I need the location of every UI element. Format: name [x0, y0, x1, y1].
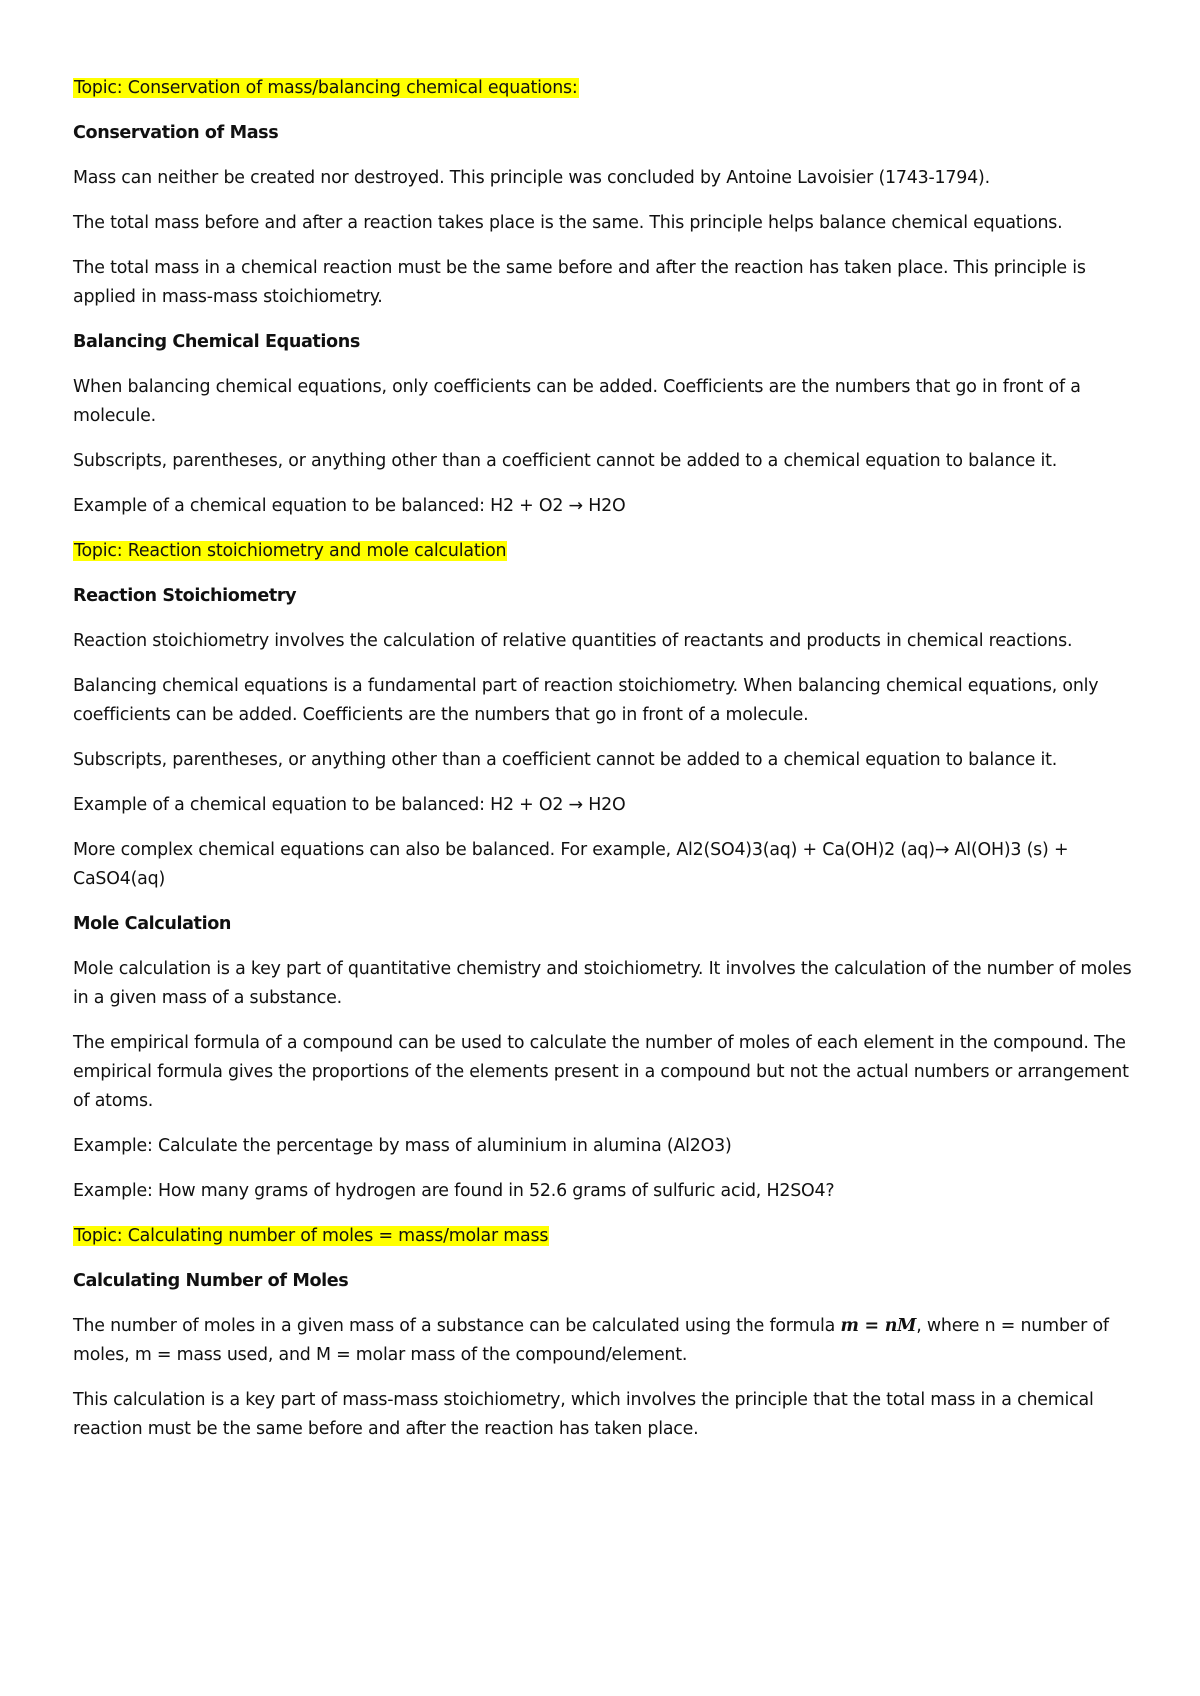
paragraph: Example of a chemical equation to be balanced: H2 + O2 → H2O [73, 496, 626, 516]
paragraph: Example of a chemical equation to be balanced: H2 + O2 → H2O [73, 795, 626, 815]
formula: m = nM [840, 1316, 917, 1336]
paragraph: Reaction stoichiometry involves the calculation of relative quantities of reactants and products in chemical reactions. [73, 631, 1073, 651]
document-body [73, 74, 1135, 1460]
paragraph: This calculation is a key part of mass-mass stoichiometry, which involves the principle that the total mass in a chemical reaction must be the same before and after the reaction has taken place. [73, 1390, 1094, 1439]
paragraph: Mole calculation is a key part of quantitative chemistry and stoichiometry. It involves the calculation of the number of moles in a given mass of a substance. [73, 959, 1132, 1008]
topic-highlight: Topic: Conservation of mass/balancing chemical equations: [74, 78, 578, 98]
paragraph: The empirical formula of a compound can be used to calculate the number of moles of each element in the compound. The empirical formula gives the proportions of the elements present in a compound but not the actual numbers or arrangement of atoms. [73, 1033, 1129, 1111]
paragraph: Subscripts, parentheses, or anything other than a coefficient cannot be added to a chemical equation to balance it. [73, 451, 1058, 471]
paragraph: Subscripts, parentheses, or anything other than a coefficient cannot be added to a chemical equation to balance it. [73, 750, 1058, 770]
paragraph: The total mass before and after a reaction takes place is the same. This principle helps balance chemical equations. [73, 213, 1063, 233]
topic-line [73, 74, 1135, 103]
topic-highlight: Topic: Reaction stoichiometry and mole calculation [74, 541, 507, 561]
paragraph: Balancing chemical equations is a fundamental part of reaction stoichiometry. When balancing chemical equations, only coefficients can be added. Coefficients are the numbers that go in front of a molecule. [73, 676, 1099, 725]
paragraph: More complex chemical equations can also be balanced. For example, Al2(SO4)3(aq) + Ca(OH)2 (aq)→ Al(OH)3 (s) + CaSO4(aq) [73, 840, 1069, 889]
section-heading: Mole Calculation [73, 914, 232, 934]
section-heading: Reaction Stoichiometry [73, 586, 297, 606]
topic-highlight: Topic: Calculating number of moles = mass/molar mass [74, 1226, 549, 1246]
topic-line [73, 537, 1135, 566]
paragraph: The total mass in a chemical reaction must be the same before and after the reaction has taken place. This principle is applied in mass-mass stoichiometry. [73, 258, 1086, 307]
paragraph: Mass can neither be created nor destroyed. This principle was concluded by Antoine Lavoisier (1743-1794). [73, 168, 990, 188]
text-segment: The number of moles in a given mass of a substance can be calculated using the formula [73, 1316, 841, 1336]
section-heading: Conservation of Mass [73, 123, 279, 143]
paragraph: Example: How many grams of hydrogen are found in 52.6 grams of sulfuric acid, H2SO4? [73, 1181, 835, 1201]
topic-line [73, 1222, 1135, 1251]
paragraph: Example: Calculate the percentage by mass of aluminium in alumina (Al2O3) [73, 1136, 732, 1156]
section-heading: Calculating Number of Moles [73, 1271, 349, 1291]
section-heading: Balancing Chemical Equations [73, 332, 360, 352]
paragraph: When balancing chemical equations, only coefficients can be added. Coefficients are the numbers that go in front of a molecule. [73, 377, 1081, 426]
paragraph [73, 1312, 1135, 1370]
text-segment: , where n = number of moles, m = mass used, and M = molar mass of the compound/element. [73, 1316, 1109, 1365]
